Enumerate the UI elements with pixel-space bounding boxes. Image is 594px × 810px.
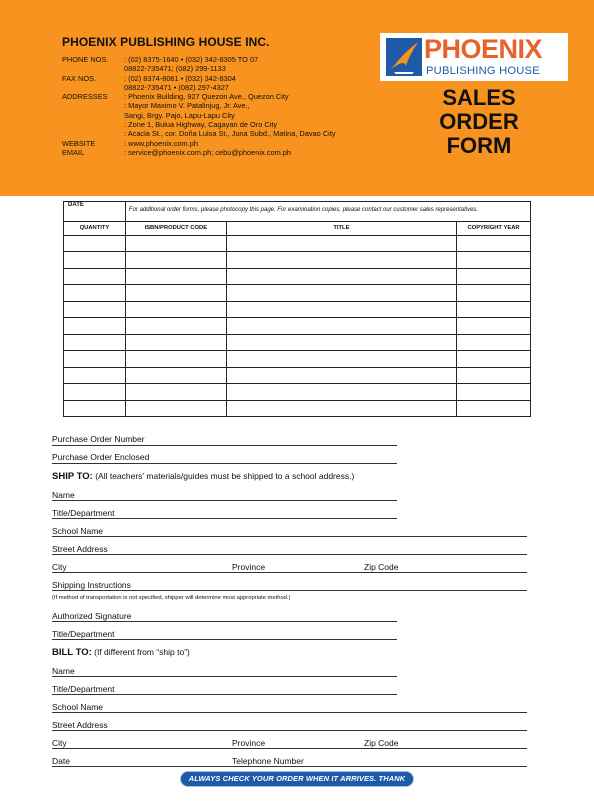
phone-label: PHONE NOS. xyxy=(62,55,109,64)
quantity-cell[interactable] xyxy=(64,400,126,417)
isbn-cell[interactable] xyxy=(125,268,226,285)
bill-zip-label: Zip Code xyxy=(364,738,399,748)
copyright-cell[interactable] xyxy=(457,301,531,318)
quantity-cell[interactable] xyxy=(64,252,126,269)
email-value: : service@phoenix.com.ph; cebu@phoenix.com.ph xyxy=(124,147,292,157)
logo-wordmark: PHOENIX xyxy=(424,34,543,64)
ship-name-label: Name xyxy=(52,490,75,500)
copyright-cell[interactable] xyxy=(457,334,531,351)
bill-date-label: Date xyxy=(52,756,70,766)
quantity-cell[interactable] xyxy=(64,301,126,318)
isbn-cell[interactable] xyxy=(125,301,226,318)
form-title-line-1: SALES xyxy=(442,85,516,110)
bill-title-line[interactable] xyxy=(52,694,397,695)
bill-street-label: Street Address xyxy=(52,720,108,730)
address-line-1: : Phoenix Building, 927 Quezon Ave., Quezon City xyxy=(124,92,289,102)
shipping-instructions-line[interactable] xyxy=(52,590,527,591)
quantity-cell[interactable] xyxy=(64,285,126,302)
phone-line-2: 08822-735471; (082) 299-1133 xyxy=(124,64,226,74)
header-band xyxy=(0,0,594,196)
isbn-cell[interactable] xyxy=(125,367,226,384)
bill-name-label: Name xyxy=(52,666,75,676)
quantity-cell[interactable] xyxy=(64,384,126,401)
authorized-signature-line[interactable] xyxy=(52,621,397,622)
ship-school-line[interactable] xyxy=(52,536,527,537)
po-enclosed-label: Purchase Order Enclosed xyxy=(52,452,150,462)
col-isbn: ISBN/PRODUCT CODE xyxy=(125,221,226,235)
copyright-cell[interactable] xyxy=(457,318,531,335)
ship-street-line[interactable] xyxy=(52,554,527,555)
col-copyright: COPYRIGHT YEAR xyxy=(457,221,531,235)
quantity-cell[interactable] xyxy=(64,235,126,252)
isbn-cell[interactable] xyxy=(125,252,226,269)
company-name: PHOENIX PUBLISHING HOUSE INC. xyxy=(62,35,270,49)
bill-title-label: Title/Department xyxy=(52,684,115,694)
title-cell[interactable] xyxy=(226,285,456,302)
bill-school-label: School Name xyxy=(52,702,104,712)
title-cell[interactable] xyxy=(226,367,456,384)
copyright-cell[interactable] xyxy=(457,252,531,269)
title-cell[interactable] xyxy=(226,301,456,318)
phoenix-logo xyxy=(380,33,568,81)
authorized-signature-label: Authorized Signature xyxy=(52,611,132,621)
isbn-cell[interactable] xyxy=(125,334,226,351)
isbn-cell[interactable] xyxy=(125,235,226,252)
po-enclosed-line[interactable] xyxy=(52,463,397,464)
table-row xyxy=(64,334,531,351)
table-row xyxy=(64,252,531,269)
copyright-cell[interactable] xyxy=(457,384,531,401)
shipping-note: (If method of transportation is not specified, shipper will determine most appropriate method.) xyxy=(52,595,291,601)
title-cell[interactable] xyxy=(226,252,456,269)
ship-to-label: SHIP TO: xyxy=(52,471,93,482)
fax-label: FAX NOS. xyxy=(62,73,97,83)
date-label: DATE xyxy=(64,202,126,222)
isbn-cell[interactable] xyxy=(125,285,226,302)
ship-school-label: School Name xyxy=(52,526,104,536)
address-line-4: : Zone 1, Bulua Highway, Cagayan de Oro City xyxy=(124,120,278,130)
bill-street-line[interactable] xyxy=(52,730,527,731)
ship-province-label: Province xyxy=(232,562,266,572)
ship-title2-label: Title/Department xyxy=(52,629,115,639)
isbn-cell[interactable] xyxy=(125,351,226,368)
copyright-cell[interactable] xyxy=(457,367,531,384)
ship-title-label: Title/Department xyxy=(52,508,115,518)
title-cell[interactable] xyxy=(226,351,456,368)
website-value: : www.phoenix.com.ph xyxy=(124,138,198,148)
contact-block xyxy=(62,55,336,157)
table-row xyxy=(64,301,531,318)
website-label: WEBSITE xyxy=(62,138,96,148)
isbn-cell[interactable] xyxy=(125,384,226,401)
copyright-cell[interactable] xyxy=(457,351,531,368)
phoenix-emblem-icon xyxy=(384,36,424,78)
email-label: EMAIL xyxy=(62,147,85,157)
ship-city-label: City xyxy=(52,562,67,572)
form-title-line-2: ORDER xyxy=(439,109,519,134)
ship-title-line[interactable] xyxy=(52,518,397,519)
bill-city-label: City xyxy=(52,738,67,748)
fax-line-2: 08822-735471 • (082) 297-4327 xyxy=(124,82,229,92)
quantity-cell[interactable] xyxy=(64,318,126,335)
bill-to-label: BILL TO: xyxy=(52,647,92,658)
bill-to-heading xyxy=(52,647,190,658)
table-row xyxy=(64,235,531,252)
col-title: TITLE xyxy=(226,221,456,235)
table-row xyxy=(64,268,531,285)
quantity-cell[interactable] xyxy=(64,351,126,368)
po-number-line[interactable] xyxy=(52,445,397,446)
title-cell[interactable] xyxy=(226,384,456,401)
addresses-label: ADDRESSES xyxy=(62,92,108,102)
address-line-5: : Acacia St., cor. Doña Luisa St., Juna Subd., Matina, Davao City xyxy=(124,129,336,139)
bill-date-line[interactable] xyxy=(52,766,527,767)
order-table xyxy=(63,201,531,417)
bill-telephone-label: Telephone Number xyxy=(232,756,304,766)
copyright-cell[interactable] xyxy=(457,235,531,252)
ship-to-note: (All teachers' materials/guides must be shipped to a school address.) xyxy=(92,471,355,481)
ship-to-heading xyxy=(52,471,354,482)
copyright-cell[interactable] xyxy=(457,285,531,302)
table-row xyxy=(64,351,531,368)
photocopy-note: For additional order forms, please photocopy this page. For examination copies, please contact our customer sales representatives. xyxy=(125,202,530,222)
copyright-cell[interactable] xyxy=(457,400,531,417)
title-cell[interactable] xyxy=(226,318,456,335)
quantity-cell[interactable] xyxy=(64,268,126,285)
title-cell[interactable] xyxy=(226,334,456,351)
quantity-cell[interactable] xyxy=(64,334,126,351)
bill-school-line[interactable] xyxy=(52,712,527,713)
phone-line-1: : (02) 8375-1640 • (032) 342-8305 TO 07 xyxy=(124,55,259,64)
col-quantity: QUANTITY xyxy=(64,221,126,235)
copyright-cell[interactable] xyxy=(457,268,531,285)
form-title-line-3: FORM xyxy=(446,133,512,158)
table-row xyxy=(64,318,531,335)
bill-to-note: (If different from “ship to”) xyxy=(91,647,190,657)
bill-province-label: Province xyxy=(232,738,266,748)
address-line-2: : Mayor Maximo V. Patalinjug, Jr. Ave., xyxy=(124,101,250,111)
logo-subtitle: PUBLISHING HOUSE xyxy=(426,65,540,77)
footer-banner: ALWAYS CHECK YOUR ORDER WHEN IT ARRIVES. THANK YOU. xyxy=(180,771,414,787)
table-row xyxy=(64,367,531,384)
table-row xyxy=(64,384,531,401)
ship-zip-label: Zip Code xyxy=(364,562,399,572)
title-cell[interactable] xyxy=(226,235,456,252)
isbn-cell[interactable] xyxy=(125,400,226,417)
isbn-cell[interactable] xyxy=(125,318,226,335)
shipping-instructions-label: Shipping Instructions xyxy=(52,580,131,590)
ship-street-label: Street Address xyxy=(52,544,108,554)
po-number-label: Purchase Order Number xyxy=(52,434,145,444)
bill-name-line[interactable] xyxy=(52,676,397,677)
ship-city-line[interactable] xyxy=(52,572,527,573)
quantity-cell[interactable] xyxy=(64,367,126,384)
address-line-3: Sangi, Brgy. Pajo, Lapu-Lapu City xyxy=(124,110,235,120)
title-cell[interactable] xyxy=(226,268,456,285)
form-title xyxy=(420,86,538,158)
bill-city-line[interactable] xyxy=(52,748,527,749)
fax-line-1: : (02) 8374-8061 • (032) 342-8304 xyxy=(124,73,236,83)
table-row xyxy=(64,400,531,417)
table-row xyxy=(64,285,531,302)
title-cell[interactable] xyxy=(226,400,456,417)
ship-name-line[interactable] xyxy=(52,500,397,501)
ship-title2-line[interactable] xyxy=(52,639,397,640)
